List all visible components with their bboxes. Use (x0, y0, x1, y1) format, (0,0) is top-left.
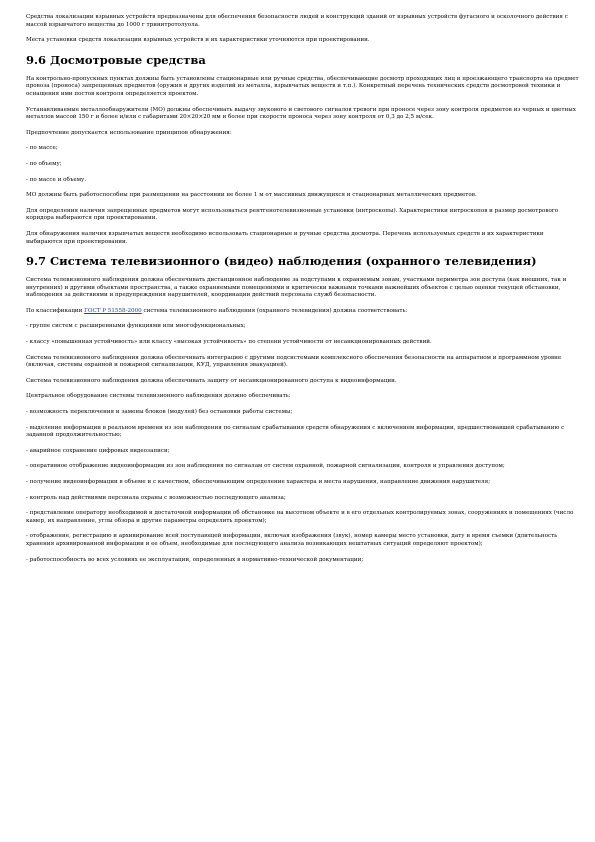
list-item: - оперативное отображение видеоинформации из зон наблюдения по сигналам от систем охранной, пожарной сигнализации, контроля и управления доступом; (26, 463, 505, 470)
list-item: - по массе; (26, 145, 58, 152)
paragraph: Устанавливаемые металлообнаружители (МО) должны обеспечивать выдачу звукового и светового сигналов тревоги при проносе через зону контроля предметов из черных и цветных металлов массой 150 г и более и/или с габаритами 20×20×20 мм и более при скорости проноса через зону контроля от 0,3 до 2,5 м/сек. (26, 106, 576, 121)
section-heading-9-6: 9.6 Досмотровые средства (26, 52, 206, 67)
list-item: - отображение, регистрацию и архивирование всей поступающей информации, включая изображения (звук), номер камеры место установки, дату и время съемки (длительность хранения архивированной информации и ее объем, необходимые для последующего анализа возникающих нештатных ситуаций определяют проектом); (26, 533, 558, 547)
list-item: - группе систем с расширенными функциями или многофункциональных; (26, 323, 246, 330)
list-item: - представление оператору необходимой и достаточной информации об обстановке на высотном объекте и в его отдельных контролируемых зонах, сооружениях и помещениях (число камер, их направление, углы обзора и другие параметры определить проектом); (26, 510, 574, 524)
gost-paragraph (26, 308, 581, 316)
list-item: - выделение информации в реальном времени из зон наблюдения по сигналам срабатывания средств обнаружения с включением информации, предшествовавшей срабатыванию с заданной продолжительностью; (26, 424, 565, 439)
list-item: - классу «повышенная устойчивость» или классу «высокая устойчивость» по степени устойчивости от несанкционированных действий. (26, 339, 432, 346)
list-item: - контроль над действиями персонала охраны с возможностью последующего анализа; (26, 494, 286, 501)
paragraph: Для обнаружения наличия взрывчатых веществ необходимо использовать стационарные и ручные средства досмотра. Перечень используемых средств и их характеристики выбираются при проектировании. (26, 230, 544, 245)
paragraph: МО должны быть работоспособны при размещении на расстоянии не более 1 м от массивных движущихся и стационарных металлических предметов. (26, 192, 477, 199)
list-item: - по объему; (26, 160, 62, 167)
paragraph: Предпочтение допускается использование принципов обнаружения: (26, 129, 232, 136)
gost-suffix: система телевизионного наблюдения (охранного телевидения) должна соответствовать: (141, 307, 408, 314)
paragraph: Центральное оборудование системы телевизионного наблюдения должно обеспечивать: (26, 393, 291, 400)
gost-link[interactable]: ГОСТ Р 51558-2000 (84, 307, 142, 314)
list-item: - работоспособность во всех условиях ее эксплуатации, определенных в нормативно-технической документации; (26, 556, 364, 563)
list-item: - аварийное сохранение цифровых видеозаписи; (26, 447, 170, 454)
paragraph: Места установки средств локализации взрывных устройств и их характеристики уточняются при проектировании. (26, 37, 370, 44)
paragraph: Для определения наличия запрещенных предметов могут использоваться рентгенотелевизионные установки (интроскопы). Характеристики интроскопов и размер досмотрового коридора выбираются при проектировании. (26, 207, 559, 222)
section-heading-9-7: 9.7 Система телевизионного (видео) наблюдения (охранного телевидения) (26, 254, 537, 269)
list-item: - по массе и объему. (26, 176, 87, 183)
paragraph: Система телевизионного наблюдения должна обеспечивать защиту от несанкционированного доступа к видеоинформации. (26, 377, 397, 384)
paragraph: На контрольно-пропускных пунктах должны быть установлены стационарные или ручные средства, обеспечивающие досмотр проходящих лиц и проезжающего транспорта на предмет провоза (проноса) запрещенных предметов (оружия и других изделий из металла, взрывчатых веществ и т.п.). Конкретный перечень технических средств досмотровой техники и оснащения ими постов контроля определяется проектом. (26, 75, 579, 97)
list-item: - получение видеоинформации в объеме и с качеством, обеспечивающим определение характера и места нарушения, направление движения нарушителя; (26, 479, 491, 485)
list-item: - возможность переключения и замены блоков (модулей) без остановки работы системы; (26, 409, 293, 416)
gost-prefix: По классификации (26, 307, 85, 314)
paragraph: Система телевизионного наблюдения должна обеспечивать дистанционное наблюдение за подступами к охраняемым зонам, участками периметра зон доступа (как внешних, так и внутренних) и другими объектами пространства, а также охраняемыми помещениями и критически важными точками важнейших объектов с целью оценки текущей обстановки, наблюдения за действиями и предупреждения нарушителей, координации действий персонала служб безопасности. (26, 277, 567, 299)
paragraph: Система телевизионного наблюдения должна обеспечивать интеграцию с другими подсистемами комплексного обеспечения безопасности на аппаратном и программном уровне (включая, системы охранной и пожарной сигнализации, КУД, управления эвакуацией). (26, 354, 562, 369)
paragraph: Средства локализации взрывных устройств предназначены для обеспечения безопасности людей и конструкций зданий от взрывных устройств фугасного и осколочного действия с массой взрывчатого вещества до 1000 г тринитротолуола. (26, 14, 568, 28)
